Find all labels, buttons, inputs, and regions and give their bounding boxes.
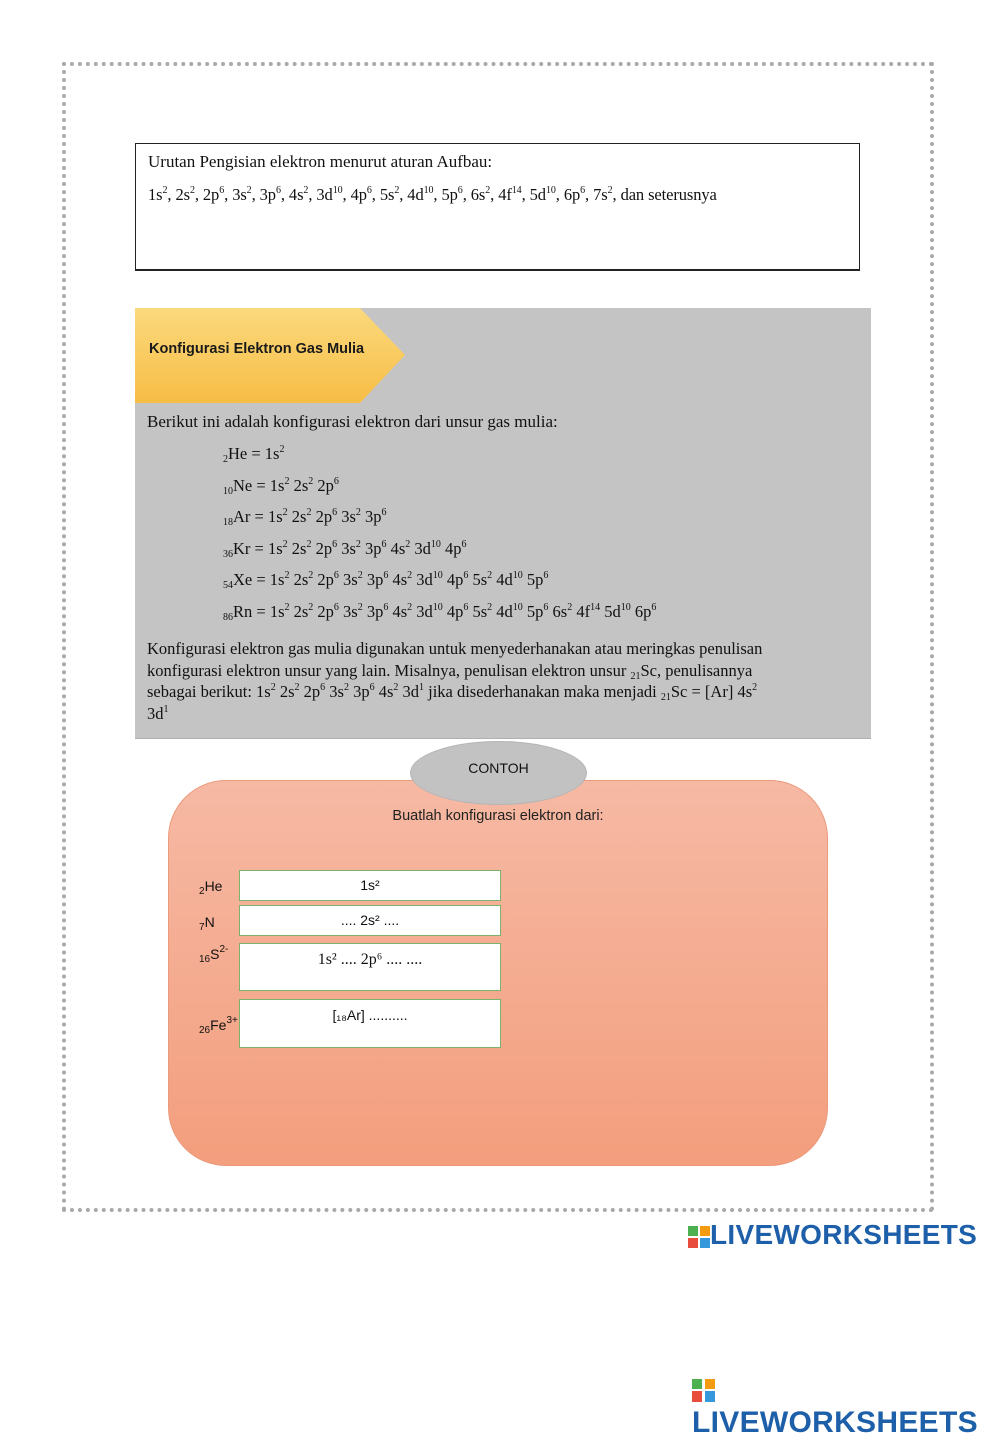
aufbau-title: Urutan Pengisian elektron menurut aturan Aufbau: [148,152,493,171]
aufbau-orbital: $5d^{10}$, [529,185,560,204]
noble-gas-intro: Berikut ini adalah konfigurasi elektron dari unsur gas mulia: [147,412,558,431]
config-kr: $_{36}Kr = 1s^2$ $2s^2$ $2p^6$ $3s^2$ $3p^6$ $4s^2$ $3d^{10}$ $4p^6$ [223,538,467,560]
aufbau-orbital: $5s^2$, [379,185,404,204]
paragraph-line-2: konfigurasi elektron unsur yang lain. Misalnya, penulisan elektron unsur $_{21}$Sc, penulisannya [147,660,753,682]
paragraph-line-1: Konfigurasi elektron gas mulia digunakan untuk menyederhanakan atau meringkas penulisan [147,639,763,658]
config-ar: $_{18}Ar = 1s^2$ $2s^2$ $2p^6$ $3s^2$ $3p^6$ [223,507,387,528]
example-prompt: Buatlah konfigurasi elektron dari: [392,808,604,824]
aufbau-orbital: $4p^6$, [350,185,376,204]
liveworksheets-icon [692,1379,715,1402]
config-rn: $_{86}Rn = 1s^2$ $2s^2$ $2p^6$ $3s^2$ $3p^6$ $4s^2$ $3d^{10}$ $4p^6$ $5s^2$ $4d^{10}$ $5p^6$ $6s^2$ $4f^{14}$ $5d^{10}$ $6p^6$ [223,601,657,623]
aufbau-orbital: $3s^2$, [232,185,256,204]
noble-gas-section [135,308,871,739]
aufbau-orbital: $2p^6$, [202,185,229,204]
liveworksheets-icon [688,1226,710,1248]
liveworksheets-logo-bottom: LIVEWORKSHEETS [692,1372,1000,1440]
aufbau-orbital: $3p^6$, [259,185,285,204]
aufbau-orbital: $3d^{10}$, [316,185,347,204]
liveworksheets-logo-top: LIVEWORKSHEETS [688,1219,977,1251]
aufbau-orbital: $6p^6$, [563,185,590,204]
noble-gas-paragraph [147,638,857,724]
config-he: $_2He = 1s^2$ [223,444,285,465]
example-element-s: $_{16}S^{2-}$ [199,944,229,965]
aufbau-orbital: $1s^2$, [148,185,172,204]
aufbau-orbital: $7s^2$, [593,185,617,204]
answer-box-n[interactable]: .... 2s² .... [239,905,501,936]
config-ne: $_{10}Ne = 1s^2$ $2s^2$ $2p^6$ [223,475,339,497]
aufbau-orbital: $4d^{10}$, [407,185,438,204]
example-element-fe: $_{26}Fe^{3+}$ [199,1015,238,1036]
example-element-he: $_2$He [199,878,223,897]
paragraph-line-4: $3d^1$ [147,703,169,723]
paragraph-line-3: sebagai berikut: $1s^2$ $2s^2$ $2p^6$ $3s^2$ $3p^6$ $4s^2$ $3d^1$ jika disederhanakan maka menjadi $_{21}$Sc = [Ar] $4s^2$ [147,682,758,703]
config-xe: $_{54}Xe = 1s^2$ $2s^2$ $2p^6$ $3s^2$ $3p^6$ $4s^2$ $3d^{10}$ $4p^6$ $5s^2$ $4d^{10}$ $5p^6$ [223,570,549,591]
answer-box-he[interactable]: 1s² [239,870,501,901]
aufbau-orbital: $2s^2$, [175,185,199,204]
aufbau-orbital: $6s^2$, [470,185,495,204]
aufbau-tail: dan seterusnya [620,185,717,204]
aufbau-order-box [135,143,860,271]
aufbau-orbital: $5p^6$, [441,185,467,204]
aufbau-sequence [148,185,847,205]
banner-title: Konfigurasi Elektron Gas Mulia [149,341,365,357]
section-banner [135,308,407,403]
answer-box-fe[interactable]: [₁₈Ar] .......... [239,999,501,1048]
example-panel [168,780,828,1166]
aufbau-orbital: $4s^2$, [288,185,313,204]
aufbau-orbital: $4f^{14}$, [498,185,526,204]
example-element-n: $_7$N [199,914,215,933]
answer-box-s[interactable]: 1s² .... 2p⁶ .... .... [239,943,501,991]
contoh-oval-label: CONTOH [410,741,587,805]
